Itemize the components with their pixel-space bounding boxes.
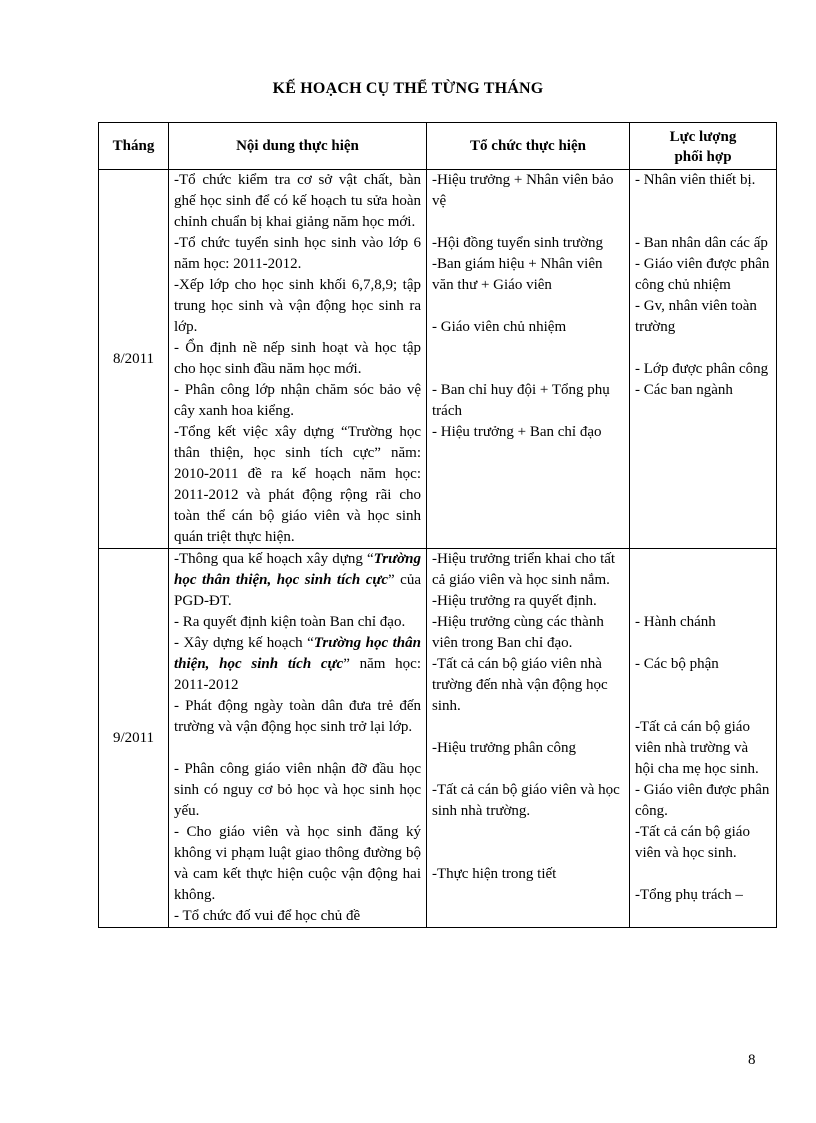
month-cell: 9/2011 xyxy=(99,549,169,928)
table-row xyxy=(99,170,777,549)
force-item: -Tổng phụ trách – xyxy=(635,887,743,903)
organize-item: -Hiệu trưởng ra quyết định. xyxy=(432,593,597,609)
organize-item: -Hiệu trưởng + Nhân viên bảo vệ xyxy=(432,172,614,209)
force-item: - Ban nhân dân các ấp xyxy=(635,235,768,251)
force-item: - Nhân viên thiết bị. xyxy=(635,172,756,188)
content-item: -Tổ chức kiểm tra cơ sở vật chất, bàn ghế học sinh để có kế hoạch tu sửa hoàn chỉnh chuẩn bị khai giảng năm học mới. xyxy=(174,172,421,230)
month-cell: 8/2011 xyxy=(99,170,169,549)
organize-cell xyxy=(427,170,630,549)
content-item: - Phát động ngày toàn dân đưa trẻ đến trường và vận động học sinh trở lại lớp. xyxy=(174,698,421,735)
document-title: KẾ HOẠCH CỤ THỂ TỪNG THÁNG xyxy=(272,80,544,97)
monthly-plan-table xyxy=(98,122,777,928)
force-item: - Giáo viên được phân công. xyxy=(635,782,770,819)
organize-item: -Tất cả cán bộ giáo viên và học sinh nhà trường. xyxy=(432,782,620,819)
force-cell xyxy=(630,170,777,549)
organize-cell xyxy=(427,549,630,928)
header-force-line1: Lực lượng xyxy=(669,129,737,145)
header-organize: Tổ chức thực hiện xyxy=(427,123,630,170)
force-item: - Các ban ngành xyxy=(635,382,733,398)
content-item: - Phân công giáo viên nhận đỡ đầu học sinh có nguy cơ bỏ học và học sinh học yếu. xyxy=(174,761,421,819)
header-force xyxy=(630,123,777,170)
content-item: -Thông qua kế hoạch xây dựng “Trường học thân thiện, học sinh tích cực” của PGD-ĐT. xyxy=(174,551,421,609)
organize-item: -Hiệu trưởng triển khai cho tất cả giáo viên và học sinh nắm. xyxy=(432,551,616,588)
organize-item: -Hiệu trưởng phân công xyxy=(432,740,576,756)
force-item: - Giáo viên được phân công chủ nhiệm xyxy=(635,256,770,293)
content-item: -Xếp lớp cho học sinh khối 6,7,8,9; tập trung học sinh và vận động học sinh ra lớp. xyxy=(174,277,421,335)
force-item: - Hành chánh xyxy=(635,614,716,630)
organize-item: -Hiệu trưởng cùng các thành viên trong Ban chỉ đạo. xyxy=(432,614,604,651)
force-item: - Lớp được phân công xyxy=(635,361,769,377)
content-item: - Phân công lớp nhận chăm sóc bảo vệ cây xanh hoa kiểng. xyxy=(174,382,421,419)
force-item: -Tất cả cán bộ giáo viên nhà trường và hội cha mẹ học sinh. xyxy=(635,719,759,777)
content-cell xyxy=(169,170,427,549)
content-item: - Xây dựng kế hoạch “Trường học thân thiện, học sinh tích cực” năm học: 2011-2012 xyxy=(174,635,421,693)
organize-item: -Thực hiện trong tiết xyxy=(432,866,557,882)
content-item: - Ra quyết định kiện toàn Ban chỉ đạo. xyxy=(174,614,406,630)
table-header-row xyxy=(99,123,777,170)
content-item: - Cho giáo viên và học sinh đăng ký không vi phạm luật giao thông đường bộ và cam kết thực hiện cuộc vận động hai không. xyxy=(174,824,421,903)
force-item: - Các bộ phận xyxy=(635,656,719,672)
organize-item: - Ban chỉ huy đội + Tổng phụ trách xyxy=(432,382,610,419)
force-cell xyxy=(630,549,777,928)
header-content: Nội dung thực hiện xyxy=(169,123,427,170)
organize-item: -Ban giám hiệu + Nhân viên văn thư + Giáo viên xyxy=(432,256,603,293)
header-force-line2: phối hợp xyxy=(674,149,732,165)
content-item: -Tổ chức tuyển sinh học sinh vào lớp 6 năm học: 2011-2012. xyxy=(174,235,421,272)
content-item: - Tổ chức đố vui để học chủ đề xyxy=(174,908,361,924)
organize-item: -Tất cả cán bộ giáo viên nhà trường đến nhà vận động học sinh. xyxy=(432,656,608,714)
organize-item: -Hội đồng tuyển sinh trường xyxy=(432,235,604,251)
content-cell xyxy=(169,549,427,928)
force-item: -Tất cả cán bộ giáo viên và học sinh. xyxy=(635,824,750,861)
organize-item: - Hiệu trưởng + Ban chỉ đạo xyxy=(432,424,602,440)
force-item: - Gv, nhân viên toàn trường xyxy=(635,298,757,335)
page-number: 8 xyxy=(748,1052,756,1068)
content-item: - Ổn định nề nếp sinh hoạt và học tập cho học sinh đầu năm học mới. xyxy=(174,340,421,377)
table-row xyxy=(99,549,777,928)
header-month: Tháng xyxy=(99,123,169,170)
content-item: -Tổng kết việc xây dựng “Trường học thân thiện, học sinh tích cực” năm: 2010-2011 đề ra kế hoạch năm học: 2011-2012 và phát động rộng rãi cho toàn thể cán bộ giáo viên và học sinh quán triệt thực hiện. xyxy=(174,424,421,545)
organize-item: - Giáo viên chủ nhiệm xyxy=(432,319,567,335)
